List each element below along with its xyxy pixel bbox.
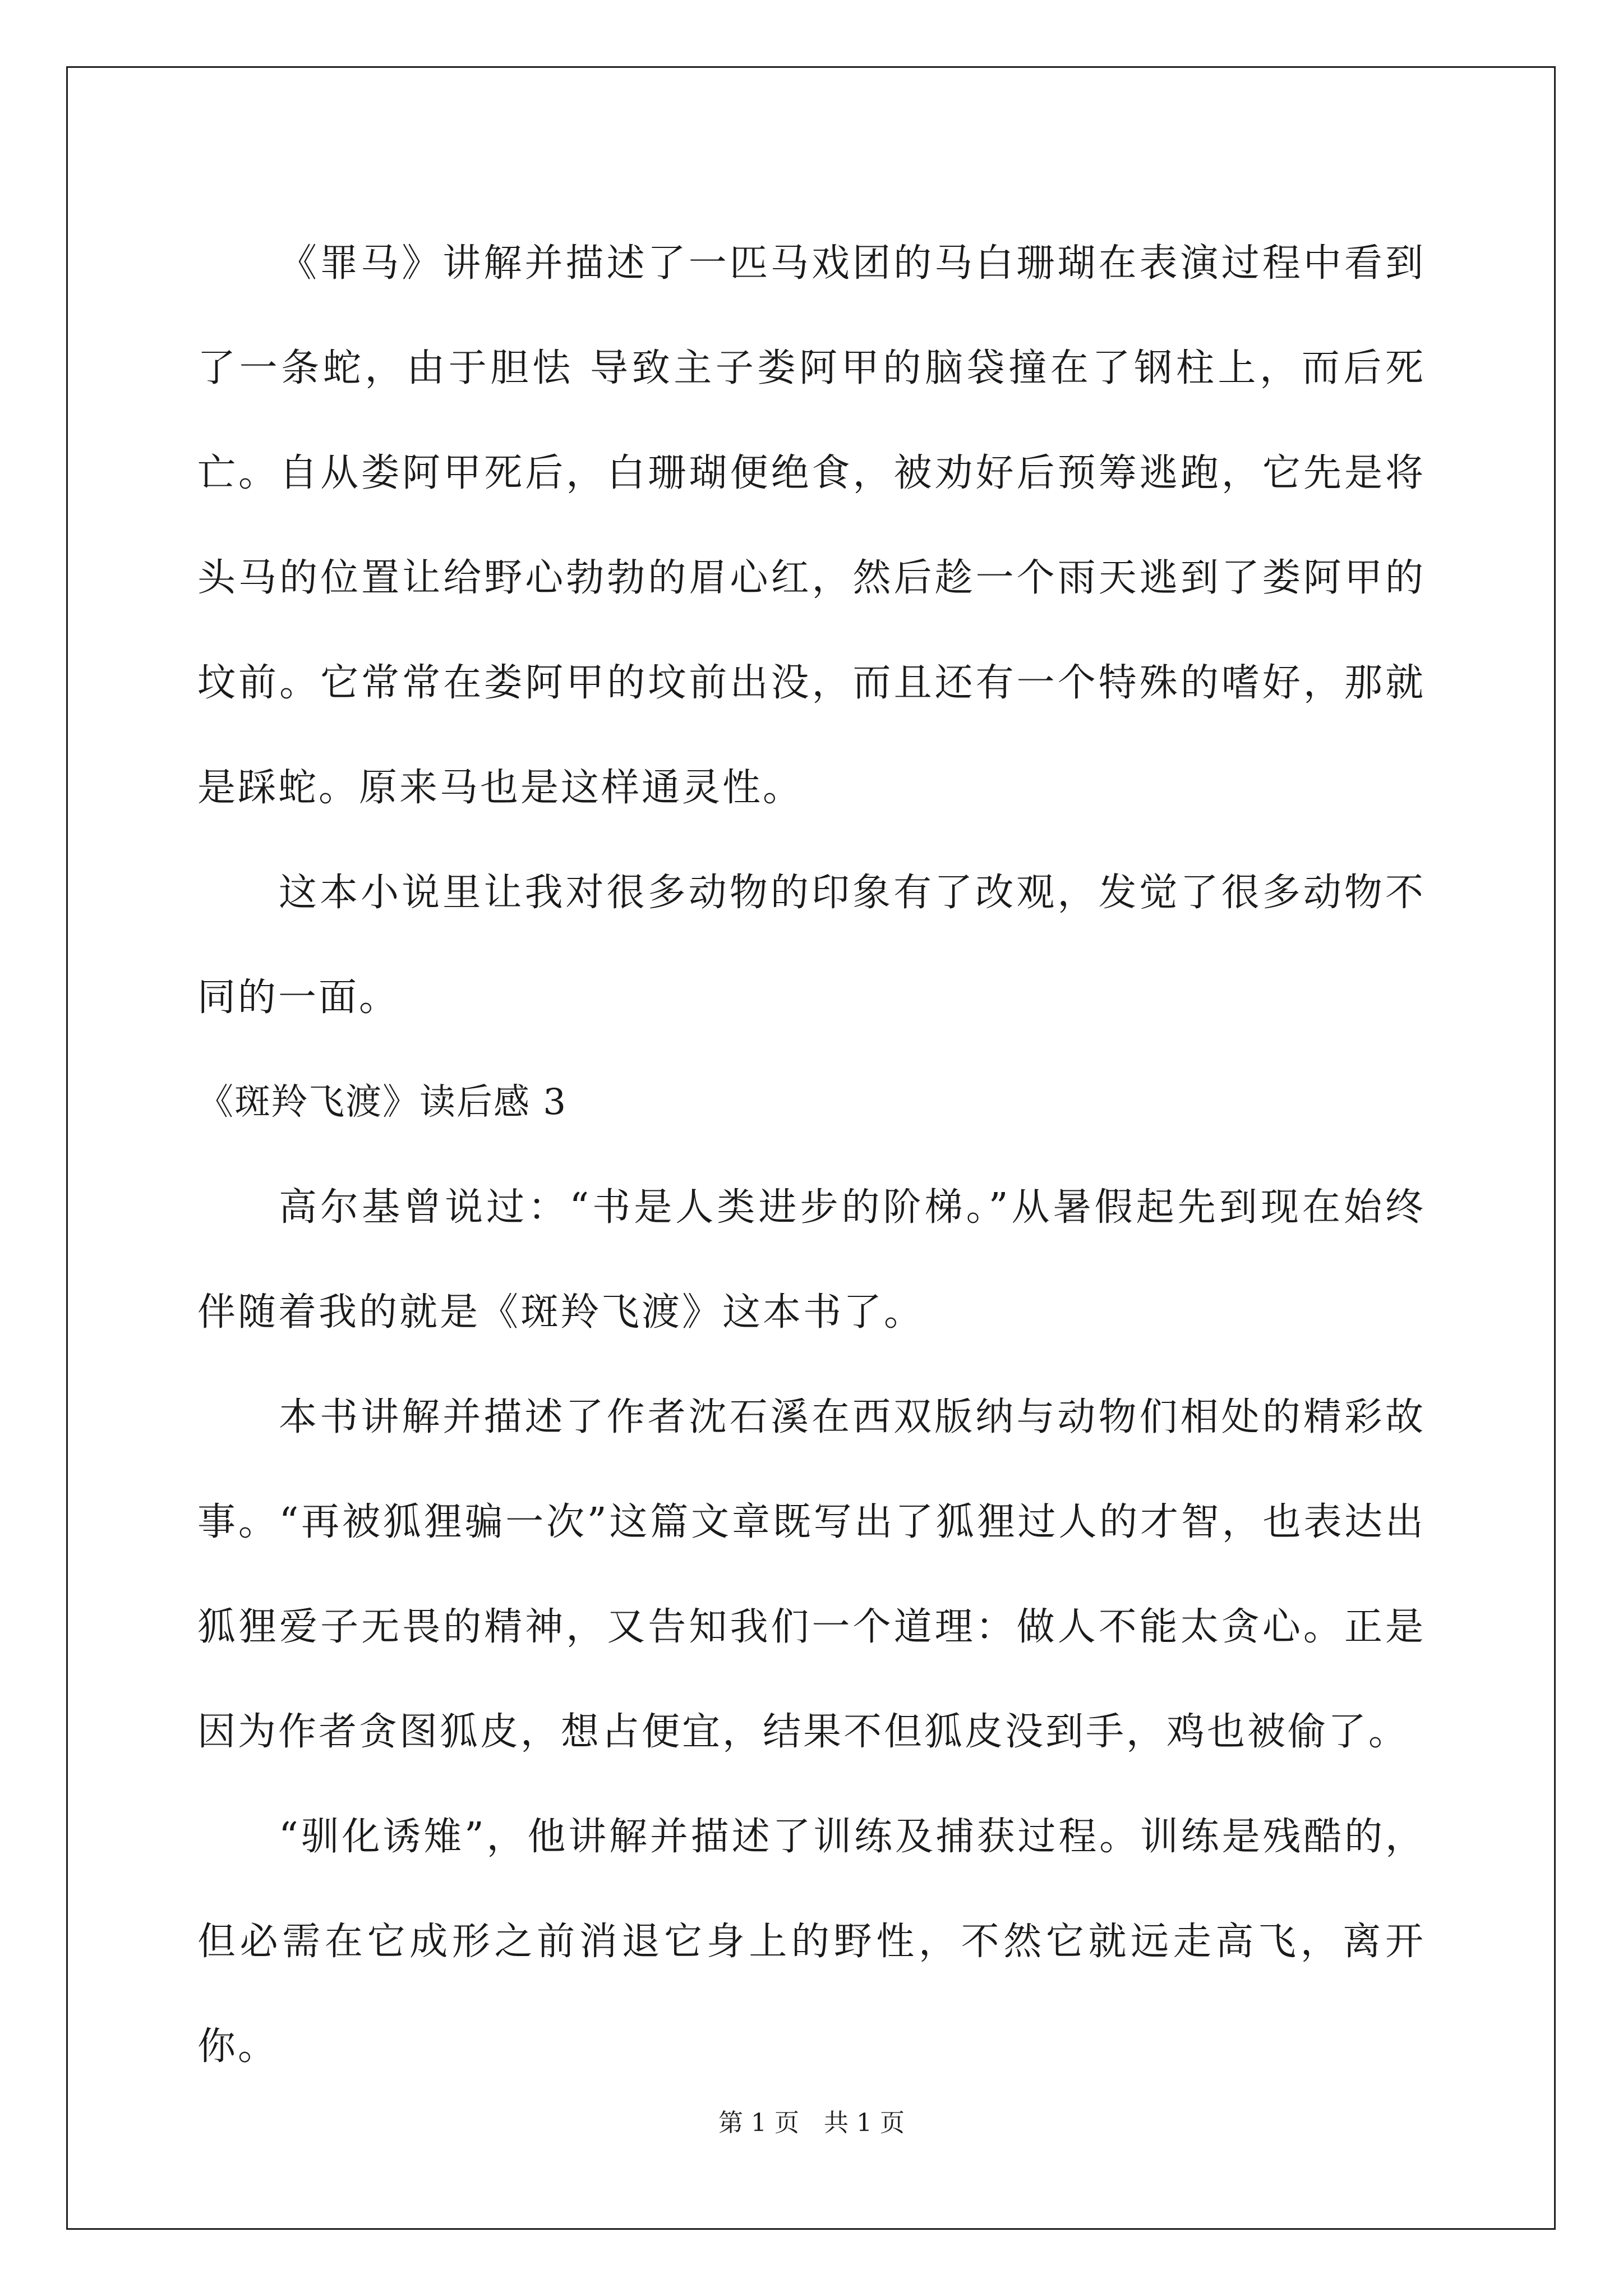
section-heading: 《斑羚飞渡》读后感 3 bbox=[197, 1082, 568, 1123]
paragraph: 本书讲解并描述了作者沈石溪在西双版纳与动物们相处的精彩故事。“再被狐狸骗一次”这篇文章既写出了狐狸过人的才智，也表达出狐狸爱子无畏的精神，又告知我们一个道理：做人不能太贪心。正是因为作者贪图狐皮，想占便宜，结果不但狐皮没到手，鸡也被偷了。 bbox=[197, 1395, 1426, 1754]
paragraph: 这本小说里让我对很多动物的印象有了改观，发觉了很多动物不同的一面。 bbox=[197, 871, 1426, 1020]
paragraph: “驯化诱雉”，他讲解并描述了训练及捕获过程。训练是残酷的，但必需在它成形之前消退它身上的野性，不然它就远走高飞，离开你。 bbox=[197, 1815, 1426, 2069]
page-footer: 第 1 页 共 1 页 bbox=[718, 2109, 905, 2137]
paragraph: 《罪马》讲解并描述了一匹马戏团的马白珊瑚在表演过程中看到了一条蛇，由于胆怯 导致主子娄阿甲的脑袋撞在了钢柱上，而后死亡。自从娄阿甲死后，白珊瑚便绝食，被劝好后预筹逃跑，它先是将头马的位置让给野心勃勃的眉心红，然后趁一个雨天逃到了娄阿甲的坟前。它常常在娄阿甲的坟前出没，而且还有一个特殊的嗜好，那就是踩蛇。原来马也是这样通灵性。 bbox=[197, 241, 1426, 810]
document-body bbox=[197, 211, 1426, 2099]
paragraph: 高尔基曾说过：“书是人类进步的阶梯。”从暑假起先到现在始终伴随着我的就是《斑羚飞渡》这本书了。 bbox=[197, 1185, 1426, 1335]
